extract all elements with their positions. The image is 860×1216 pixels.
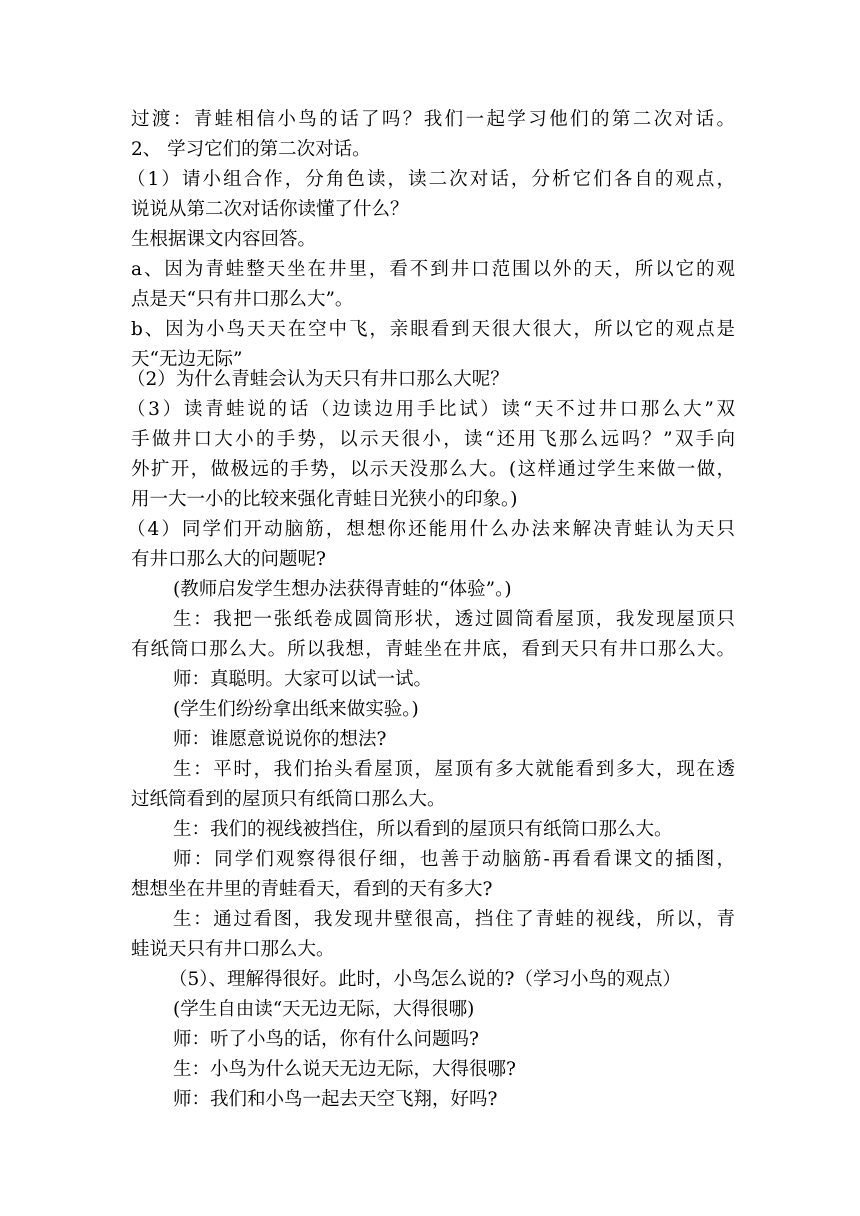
- text-line: 师：同学们观察得很仔细，也善于动脑筋-再看看课文的插图，: [173, 849, 735, 870]
- text-line: （5）、理解得很好。此时，小鸟怎么说的?（学习小鸟的观点）: [169, 969, 681, 990]
- text-line: 生：小鸟为什么说天无边无际，大得很哪?: [173, 1059, 516, 1080]
- text-line: 点是天“只有井口那么大”。: [131, 289, 354, 310]
- text-line: 师：听了小鸟的话，你有什么问题吗?: [173, 1029, 479, 1050]
- text-line: 生：平时，我们抬头看屋顶，屋顶有多大就能看到多大，现在透: [173, 759, 735, 780]
- text-line: 生：我把一张纸卷成圆筒形状，透过圆筒看屋顶，我发现屋顶只: [173, 609, 735, 630]
- text-line: 外扩开，做极远的手势，以示天没那么大。(这样通过学生来做一做，: [131, 459, 735, 480]
- text-line: （4）同学们开动脑筋，想想你还能用什么办法来解决青蛙认为天只: [127, 519, 735, 540]
- text-line: 师：我们和小鸟一起去天空飞翔，好吗?: [173, 1089, 498, 1110]
- text-line: (学生自由读“天无边无际，大得很哪): [173, 999, 475, 1020]
- text-line: 生：我们的视线被挡住，所以看到的屋顶只有纸筒口那么大。: [173, 819, 673, 840]
- document-page: [127, 0, 741, 1216]
- text-line: b、因为小鸟天天在空中飞，亲眼看到天很大很大，所以它的观点是: [131, 319, 735, 340]
- text-line: (教师启发学生想办法获得青蛙的“体验”。): [173, 579, 512, 600]
- text-line: 过渡：青蛙相信小鸟的话了吗？我们一起学习他们的第二次对话。: [131, 109, 735, 130]
- text-line: a、因为青蛙整天坐在井里，看不到井口范围以外的天，所以它的观: [131, 259, 735, 280]
- text-line: 有井口那么大的问题呢?: [131, 549, 326, 570]
- text-line: 用一大一小的比较来强化青蛙日光狭小的印象。): [131, 489, 518, 510]
- text-line: 过纸筒看到的屋顶只有纸筒口那么大。: [131, 789, 446, 810]
- text-line: 说说从第二次对话你读懂了什么？: [131, 199, 409, 220]
- text-line: 生根据课文内容回答。: [131, 229, 317, 250]
- text-line: 有纸筒口那么大。所以我想，青蛙坐在井底，看到天只有井口那么大。: [131, 639, 735, 660]
- text-line: 天“无边无际”: [131, 349, 243, 370]
- text-line: 师：真聪明。大家可以试一试。: [173, 669, 433, 690]
- text-line: 师：谁愿意说说你的想法?: [173, 729, 387, 750]
- text-line: 生：通过看图，我发现井壁很高，挡住了青蛙的视线，所以，青: [173, 909, 735, 930]
- text-line: (学生们纷纷拿出纸来做实验。): [173, 699, 419, 720]
- section-heading: 2、 学习它们的第二次对话。: [131, 139, 371, 160]
- text-line: 想想坐在井里的青蛙看天，看到的天有多大?: [131, 879, 493, 900]
- text-line: 手做井口大小的手势，以示天很小，读“还用飞那么远吗？”双手向: [131, 429, 735, 450]
- text-line: 蛙说天只有井口那么大。: [131, 939, 335, 960]
- text-line: （2）为什么青蛙会认为天只有井口那么大呢？: [127, 369, 509, 390]
- text-line: （1）请小组合作，分角色读，读二次对话，分析它们各自的观点，: [127, 169, 735, 190]
- text-line: （3）读青蛙说的话（边读边用手比试）读“天不过井口那么大”双: [127, 399, 735, 420]
